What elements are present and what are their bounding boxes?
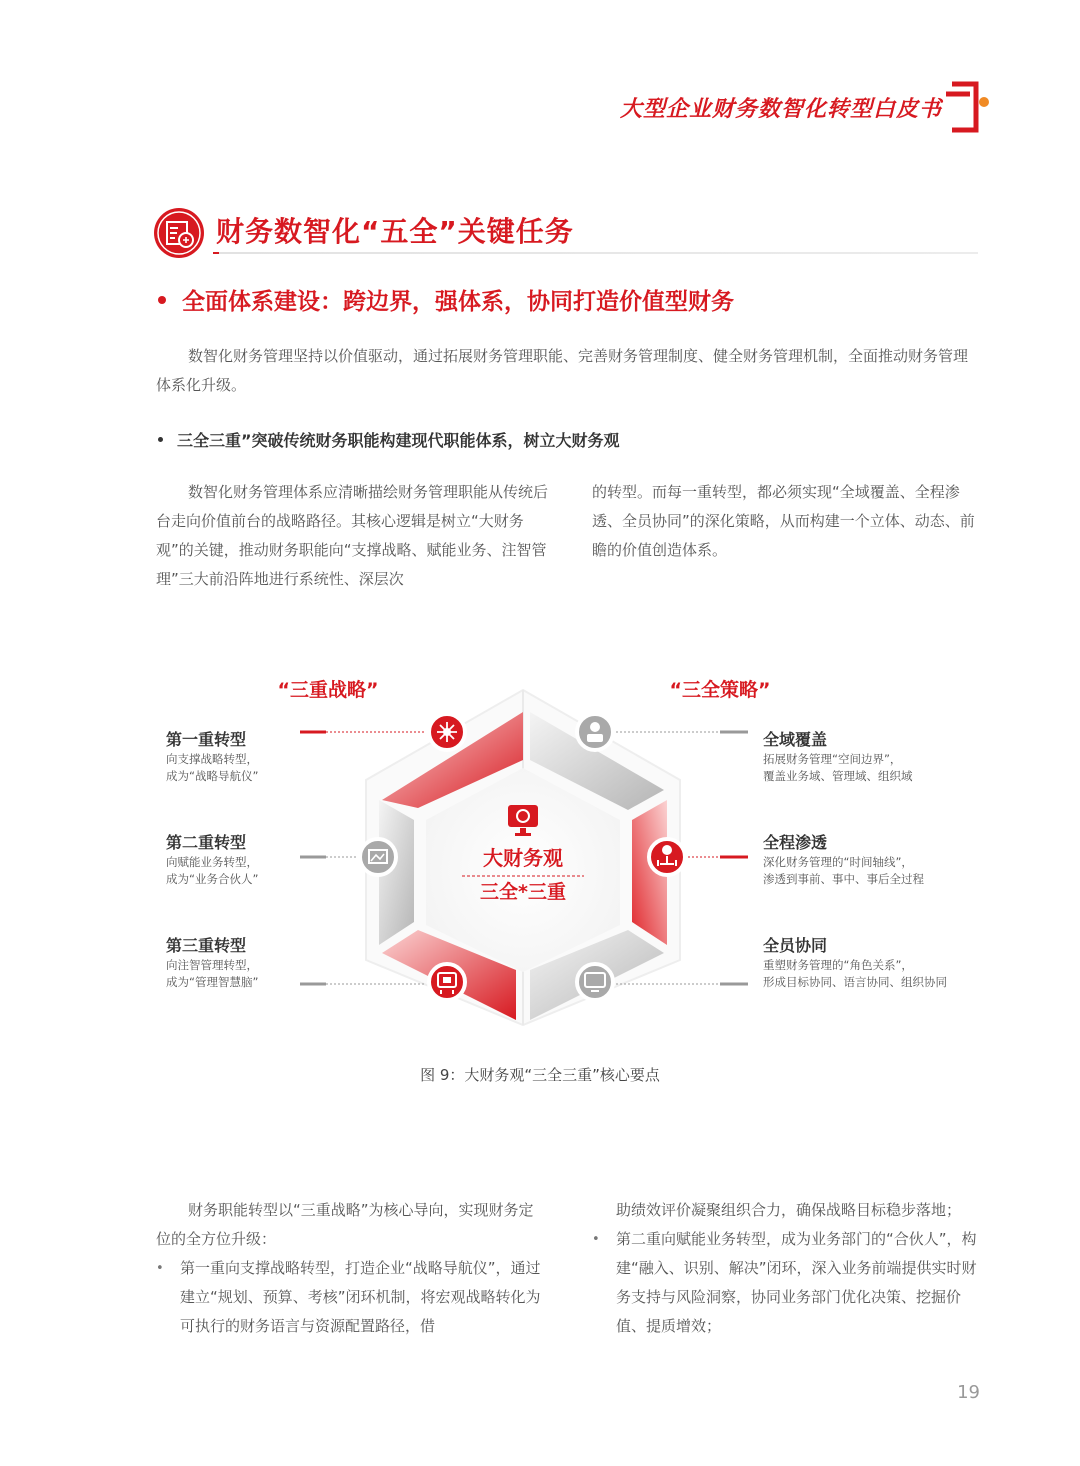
three-full-three-heavy-diagram [150, 650, 990, 1040]
left-item-3-line2: 成为“管理智慧脑” [166, 975, 259, 989]
center-title: 大财务观 [483, 846, 563, 870]
right-item-2-line1: 深化财务管理的“时间轴线”， [763, 855, 913, 869]
brand-logo-icon [946, 80, 992, 134]
body2-bullet-second: • 第二重向赋能业务转型，成为业务部门的“合伙人”，构建“融入、识别、解决”闭环，深入业务前端提供实时财务支持与风险洞察，协同业务部门优化决策、挖掘价值、提质增效； [592, 1225, 984, 1341]
header-brand [620, 80, 992, 134]
left-item-3 [166, 936, 258, 989]
section-title: 财务数智化“五全”关键任务 [216, 215, 574, 248]
bullet-heading [158, 428, 620, 451]
center-subtitle: 三全*三重 [480, 881, 566, 903]
left-item-2-title: 第二重转型 [166, 833, 247, 852]
right-item-1-line1: 拓展财务管理“空间边界”， [763, 752, 902, 766]
right-item-3-title: 全员协同 [763, 936, 828, 955]
right-item-2-line2: 渗透到事前、事中、事后全过程 [763, 872, 924, 886]
right-item-3 [763, 936, 947, 989]
section-finance-icon [153, 207, 205, 259]
left-item-1-line1: 向支撑战略转型， [166, 752, 258, 766]
right-item-1-line2: 覆盖业务域、管理域、组织域 [763, 769, 913, 783]
left-item-1 [166, 730, 258, 783]
node-collaboration [577, 964, 613, 1000]
body2-intro: 财务职能转型以“三重战略”为核心导向，实现财务定位的全方位升级： [156, 1201, 534, 1248]
subsection-title [158, 283, 734, 316]
intro-paragraph: 数智化财务管理坚持以价值驱动，通过拓展财务管理职能、完善财务管理制度、健全财务管理机制，全面推动财务管理体系化升级。 [156, 347, 969, 394]
right-item-3-line1: 重塑财务管理的“角色关系”， [763, 958, 913, 972]
brand-title: 大型企业财务数智化转型白皮书 [619, 96, 942, 122]
left-item-2-line2: 成为“业务合伙人” [166, 872, 259, 886]
right-item-1-title: 全域覆盖 [763, 730, 828, 749]
page-number: 19 [957, 1382, 980, 1403]
body-paragraph-left: 数智化财务管理体系应清晰描绘财务管理职能从传统后台走向价值前台的战略路径。其核心逻辑是树立“大财务观”的关键，推动财务职能向“支撑战略、赋能业务、注智管理”三大前沿阵地进行系统性、深层次 [156, 483, 549, 588]
body2-right-column [592, 1196, 984, 1341]
right-item-3-line2: 形成目标协同、语言协同、组织协同 [763, 975, 947, 989]
left-item-1-title: 第一重转型 [166, 730, 247, 749]
left-item-2 [166, 833, 258, 886]
section-divider [213, 252, 978, 254]
right-item-2-title: 全程渗透 [763, 833, 828, 852]
bullet-heading-text: 三全三重”突破传统财务职能构建现代职能体系，树立大财务观 [177, 431, 620, 450]
left-item-2-line1: 向赋能业务转型， [166, 855, 258, 869]
right-item-2 [763, 833, 924, 886]
body2-continuation: 助绩效评价凝聚组织合力，确保战略目标稳步落地； [616, 1201, 962, 1219]
bullet-icon [158, 437, 163, 442]
right-heading: “三全策略” [669, 679, 771, 701]
body2-left-column [156, 1196, 548, 1341]
body-paragraph-right: 的转型。而每一重转型，都必须实现“全域覆盖、全程渗透、全员协同”的深化策略，从而构建一个立体、动态、前瞻的价值创造体系。 [592, 483, 975, 559]
left-item-1-line2: 成为“战略导航仪” [166, 769, 259, 783]
figure-caption: 图 9：大财务观“三全三重”核心要点 [420, 1066, 660, 1084]
left-item-3-line1: 向注智管理转型， [166, 958, 258, 972]
red-bullet-icon [158, 296, 166, 304]
left-heading: “三重战略” [277, 679, 379, 701]
subsection-title-text: 全面体系建设：跨边界，强体系，协同打造价值型财务 [182, 289, 734, 315]
node-strategy [429, 714, 465, 750]
body2-bullet-first: • 第一重向支撑战略转型，打造企业“战略导航仪”，通过建立“规划、预算、考核”闭环机制，将宏观战略转化为可执行的财务语言与资源配置路径，借 [156, 1254, 548, 1341]
node-business [360, 839, 396, 875]
node-coverage [577, 714, 613, 750]
node-management [429, 964, 465, 1000]
left-item-3-title: 第三重转型 [166, 936, 247, 955]
node-penetration [649, 839, 685, 875]
right-item-1 [763, 730, 913, 783]
